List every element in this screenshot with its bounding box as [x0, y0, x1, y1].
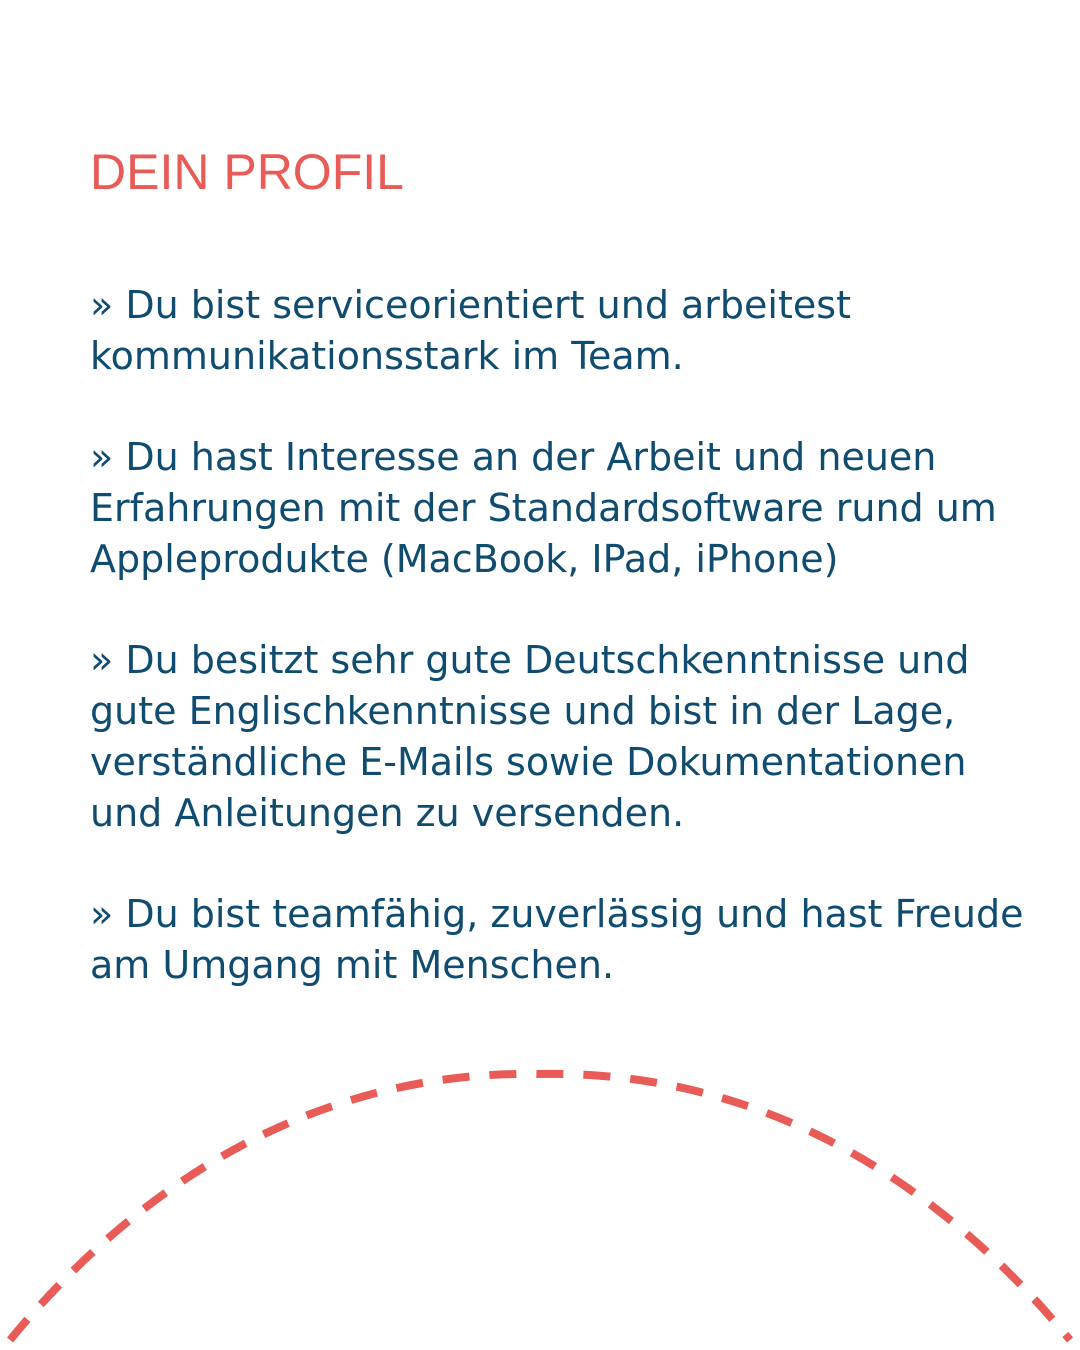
bullet-line: am Umgang mit Menschen. — [90, 943, 615, 987]
profile-section — [90, 138, 1050, 1041]
dashed-arc-decoration — [0, 1040, 1080, 1350]
bullet-line: verständliche E-Mails sowie Dokumentationen — [90, 740, 967, 784]
bullet-line: und Anleitungen zu versenden. — [90, 791, 685, 835]
bullet-line: Appleprodukte (MacBook, IPad, iPhone) — [90, 537, 839, 581]
profile-title: DEIN PROFIL — [90, 144, 404, 200]
bullet-line: gute Englischkenntnisse und bist in der Lage, — [90, 689, 956, 733]
bullet-line: » Du bist serviceorientiert und arbeitest — [90, 283, 851, 327]
dashed-arc-path — [10, 1074, 1070, 1340]
bullet-apple-products — [90, 432, 1050, 585]
bullet-line: kommunikationsstark im Team. — [90, 334, 684, 378]
bullet-line: » Du besitzt sehr gute Deutschkenntnisse und — [90, 638, 970, 682]
bullet-line: » Du bist teamfähig, zuverlässig und hast Freude — [90, 892, 1024, 936]
bullet-team-player — [90, 889, 1050, 991]
bullet-language-skills — [90, 635, 1050, 839]
bullet-line: Erfahrungen mit der Standardsoftware rund um — [90, 486, 997, 530]
bullet-service-team — [90, 280, 1050, 382]
bullet-line: » Du hast Interesse an der Arbeit und neuen — [90, 435, 937, 479]
